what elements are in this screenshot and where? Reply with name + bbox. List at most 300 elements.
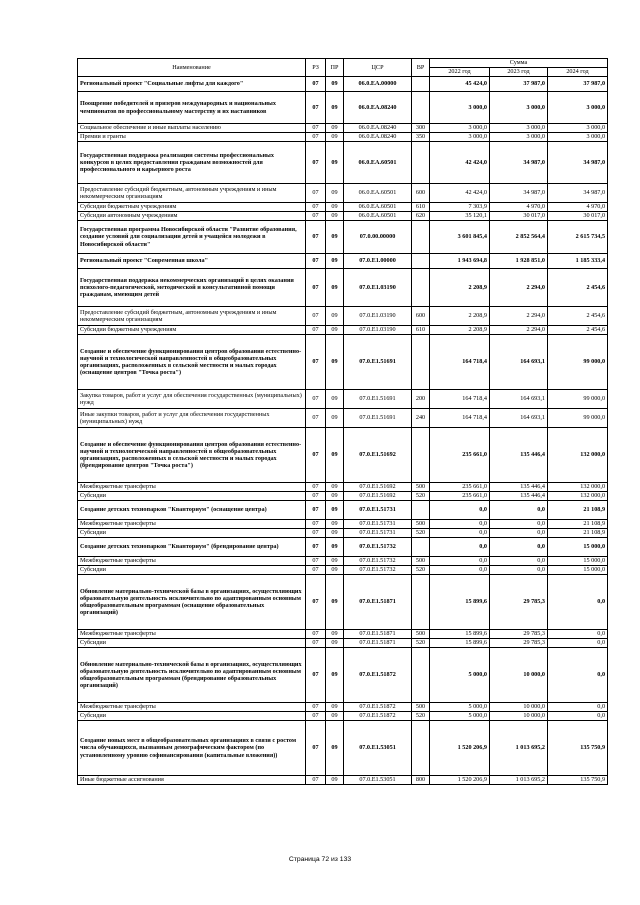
table-row (78, 326, 608, 335)
row-vr (412, 77, 430, 92)
row-name: Создание и обеспечение функционирования центров образования естественно-научной и технологической направленностей в общеобразовательных организациях, расположенных в сельской местности и малых городах (оснащение центров "Точка роста") (78, 335, 306, 390)
row-amount-2023: 2 294,0 (490, 326, 548, 335)
row-name: Региональный проект "Современная школа" (78, 254, 306, 269)
row-name: Субсидии (78, 529, 306, 538)
row-vr (412, 721, 430, 776)
row-vr: 240 (412, 409, 430, 428)
page-number: Страница 72 из 133 (288, 856, 352, 863)
row-amount-2024: 21 108,9 (548, 501, 608, 520)
row-vr (412, 501, 430, 520)
row-amount-2024: 0,0 (548, 630, 608, 639)
row-vr: 200 (412, 390, 430, 409)
row-amount-2022: 5 000,0 (430, 648, 490, 703)
row-amount-2023: 164 693,1 (490, 335, 548, 390)
row-amount-2022: 42 424,0 (430, 184, 490, 203)
row-csr: 07.0.E1.51692 (344, 428, 412, 483)
row-amount-2023: 1 013 695,2 (490, 721, 548, 776)
header-year-2024: 2024 год (548, 68, 608, 77)
row-csr: 07.0.E1.51871 (344, 630, 412, 639)
row-name: Субсидии (78, 712, 306, 721)
row-amount-2023: 0,0 (490, 501, 548, 520)
row-csr: 07.0.E1.53051 (344, 776, 412, 785)
row-vr: 610 (412, 203, 430, 212)
row-amount-2022: 3 000,0 (430, 124, 490, 133)
row-amount-2022: 15 899,6 (430, 630, 490, 639)
row-amount-2023: 0,0 (490, 557, 548, 566)
row-pr: 09 (326, 409, 344, 428)
row-name: Предоставление субсидий бюджетным, автономным учреждениям и иным некоммерческим организациям (78, 307, 306, 326)
row-rz: 07 (306, 501, 326, 520)
row-amount-2023: 3 000,0 (490, 124, 548, 133)
table-row (78, 520, 608, 529)
row-vr: 500 (412, 483, 430, 492)
row-csr: 07.0.E1.51871 (344, 575, 412, 630)
row-amount-2022: 45 424,0 (430, 77, 490, 92)
table-row (78, 77, 608, 92)
row-rz: 07 (306, 529, 326, 538)
row-pr: 09 (326, 133, 344, 142)
row-amount-2024: 0,0 (548, 712, 608, 721)
row-amount-2022: 2 208,9 (430, 326, 490, 335)
row-rz: 07 (306, 538, 326, 557)
row-pr: 09 (326, 648, 344, 703)
row-amount-2023: 10 000,0 (490, 703, 548, 712)
row-csr: 07.0.E1.03190 (344, 326, 412, 335)
row-amount-2022: 0,0 (430, 557, 490, 566)
table-row (78, 630, 608, 639)
row-pr: 09 (326, 492, 344, 501)
table-row (78, 712, 608, 721)
row-pr: 09 (326, 212, 344, 221)
row-amount-2023: 0,0 (490, 566, 548, 575)
row-amount-2024: 135 750,9 (548, 776, 608, 785)
row-csr: 07.0.E1.51872 (344, 703, 412, 712)
row-pr: 09 (326, 92, 344, 124)
table-row (78, 212, 608, 221)
row-vr: 620 (412, 212, 430, 221)
row-amount-2022: 3 000,0 (430, 133, 490, 142)
row-pr: 09 (326, 184, 344, 203)
row-amount-2023: 2 294,0 (490, 269, 548, 307)
row-csr: 07.0.E1.00000 (344, 254, 412, 269)
row-rz: 07 (306, 712, 326, 721)
row-rz: 07 (306, 703, 326, 712)
row-amount-2024: 99 000,0 (548, 335, 608, 390)
row-amount-2024: 132 000,0 (548, 492, 608, 501)
row-pr: 09 (326, 538, 344, 557)
row-amount-2023: 10 000,0 (490, 712, 548, 721)
row-rz: 07 (306, 630, 326, 639)
row-rz: 07 (306, 776, 326, 785)
row-name: Межбюджетные трансферты (78, 520, 306, 529)
table-row (78, 501, 608, 520)
row-rz: 07 (306, 203, 326, 212)
row-amount-2023: 164 693,1 (490, 390, 548, 409)
row-rz: 07 (306, 428, 326, 483)
header-year-2023: 2023 год (490, 68, 548, 77)
row-name: Субсидии (78, 566, 306, 575)
row-pr: 09 (326, 203, 344, 212)
row-amount-2024: 0,0 (548, 575, 608, 630)
row-rz: 07 (306, 184, 326, 203)
row-name: Иные закупки товаров, работ и услуг для обеспечения государственных (муниципальных) нужд (78, 409, 306, 428)
row-pr: 09 (326, 221, 344, 254)
row-vr (412, 335, 430, 390)
row-vr: 600 (412, 184, 430, 203)
row-pr: 09 (326, 557, 344, 566)
row-rz: 07 (306, 77, 326, 92)
header-csr: ЦСР (344, 59, 412, 77)
row-amount-2022: 1 943 694,8 (430, 254, 490, 269)
row-amount-2024: 132 000,0 (548, 428, 608, 483)
header-rz: РЗ (306, 59, 326, 77)
row-name: Премии и гранты (78, 133, 306, 142)
row-name: Обновление материально-технической базы в организациях, осуществляющих образовательную деятельность исключительно по адаптированным основным общеобразовательным программам (оснащение образовательных организаций) (78, 575, 306, 630)
row-name: Создание и обеспечение функционирования центров образования естественно-научной и технологической направленностей в общеобразовательных организациях, расположенных в сельской местности и малых городах (брендирование центров "Точка роста") (78, 428, 306, 483)
row-amount-2023: 3 000,0 (490, 92, 548, 124)
row-vr: 610 (412, 326, 430, 335)
row-name: Региональный проект "Социальные лифты для каждого" (78, 77, 306, 92)
row-csr: 06.0.EA.60501 (344, 212, 412, 221)
row-rz: 07 (306, 520, 326, 529)
row-amount-2022: 15 899,6 (430, 575, 490, 630)
row-amount-2024: 15 000,0 (548, 538, 608, 557)
row-vr: 520 (412, 492, 430, 501)
table-row (78, 221, 608, 254)
table-row (78, 721, 608, 776)
row-rz: 07 (306, 483, 326, 492)
row-csr: 07.0.E1.51872 (344, 648, 412, 703)
row-amount-2022: 0,0 (430, 520, 490, 529)
row-vr: 500 (412, 520, 430, 529)
header-sum: Сумма (430, 59, 608, 68)
row-amount-2024: 3 000,0 (548, 124, 608, 133)
row-csr: 06.0.EA.00000 (344, 77, 412, 92)
table-row (78, 92, 608, 124)
row-vr (412, 428, 430, 483)
row-amount-2022: 164 718,4 (430, 390, 490, 409)
row-amount-2024: 21 108,9 (548, 520, 608, 529)
row-amount-2023: 34 987,0 (490, 142, 548, 184)
row-pr: 09 (326, 254, 344, 269)
row-vr: 500 (412, 557, 430, 566)
row-amount-2022: 235 661,0 (430, 492, 490, 501)
row-vr (412, 142, 430, 184)
row-pr: 09 (326, 529, 344, 538)
row-pr: 09 (326, 124, 344, 133)
row-amount-2022: 1 520 206,9 (430, 721, 490, 776)
budget-table (77, 58, 608, 785)
row-name: Субсидии автономным учреждениям (78, 212, 306, 221)
row-vr (412, 575, 430, 630)
row-pr: 09 (326, 566, 344, 575)
row-name: Закупка товаров, работ и услуг для обеспечения государственных (муниципальных) нужд (78, 390, 306, 409)
row-rz: 07 (306, 566, 326, 575)
row-amount-2024: 15 000,0 (548, 566, 608, 575)
row-name: Государственная поддержка реализации системы профессиональных конкурсов в целях предоставления гражданам возможностей для профессионального и карьерного роста (78, 142, 306, 184)
row-amount-2023: 37 987,0 (490, 77, 548, 92)
row-vr: 520 (412, 639, 430, 648)
table-row (78, 492, 608, 501)
row-vr: 520 (412, 566, 430, 575)
row-amount-2022: 35 120,1 (430, 212, 490, 221)
row-amount-2022: 15 899,6 (430, 639, 490, 648)
table-row (78, 776, 608, 785)
row-amount-2023: 10 000,0 (490, 648, 548, 703)
row-pr: 09 (326, 326, 344, 335)
row-rz: 07 (306, 92, 326, 124)
header-year-2022: 2022 год (430, 68, 490, 77)
row-amount-2022: 1 520 206,9 (430, 776, 490, 785)
row-rz: 07 (306, 307, 326, 326)
row-rz: 07 (306, 269, 326, 307)
table-row (78, 203, 608, 212)
table-body (78, 77, 608, 785)
row-pr: 09 (326, 501, 344, 520)
row-amount-2023: 30 017,0 (490, 212, 548, 221)
header-pr: ПР (326, 59, 344, 77)
table-row (78, 409, 608, 428)
table-row (78, 529, 608, 538)
row-pr: 09 (326, 520, 344, 529)
row-name: Субсидии (78, 492, 306, 501)
row-amount-2023: 0,0 (490, 538, 548, 557)
row-name: Создание детских технопарков "Кванториум" (оснащение центра) (78, 501, 306, 520)
table-row (78, 557, 608, 566)
row-csr: 07.0.E1.51732 (344, 538, 412, 557)
row-pr: 09 (326, 483, 344, 492)
row-name: Социальное обеспечение и иные выплаты населению (78, 124, 306, 133)
row-pr: 09 (326, 712, 344, 721)
row-rz: 07 (306, 212, 326, 221)
row-csr: 07.0.E1.53051 (344, 721, 412, 776)
row-amount-2022: 5 000,0 (430, 703, 490, 712)
row-amount-2024: 99 000,0 (548, 409, 608, 428)
row-amount-2023: 2 294,0 (490, 307, 548, 326)
table-row (78, 639, 608, 648)
row-amount-2022: 5 000,0 (430, 712, 490, 721)
header-vr: ВР (412, 59, 430, 77)
table-row (78, 142, 608, 184)
table-row (78, 133, 608, 142)
row-rz: 07 (306, 221, 326, 254)
row-name: Предоставление субсидий бюджетным, автономным учреждениям и иным некоммерческим организациям (78, 184, 306, 203)
row-amount-2024: 34 987,0 (548, 184, 608, 203)
row-amount-2023: 3 000,0 (490, 133, 548, 142)
row-csr: 06.0.EA.08240 (344, 92, 412, 124)
row-amount-2024: 3 000,0 (548, 133, 608, 142)
row-amount-2024: 37 987,0 (548, 77, 608, 92)
row-csr: 07.0.E1.51691 (344, 409, 412, 428)
row-pr: 09 (326, 77, 344, 92)
row-rz: 07 (306, 124, 326, 133)
row-vr: 520 (412, 529, 430, 538)
table-row (78, 184, 608, 203)
row-amount-2024: 1 185 333,4 (548, 254, 608, 269)
row-amount-2023: 135 446,4 (490, 483, 548, 492)
row-csr: 07.0.E1.51692 (344, 483, 412, 492)
table-row (78, 566, 608, 575)
row-amount-2022: 42 424,0 (430, 142, 490, 184)
row-amount-2022: 2 208,9 (430, 269, 490, 307)
row-pr: 09 (326, 428, 344, 483)
row-name: Межбюджетные трансферты (78, 557, 306, 566)
row-csr: 07.0.E1.51731 (344, 529, 412, 538)
budget-document (77, 58, 607, 785)
row-amount-2022: 0,0 (430, 501, 490, 520)
row-pr: 09 (326, 142, 344, 184)
row-name: Субсидии бюджетным учреждениям (78, 326, 306, 335)
row-rz: 07 (306, 575, 326, 630)
row-rz: 07 (306, 648, 326, 703)
row-amount-2022: 235 661,0 (430, 483, 490, 492)
row-rz: 07 (306, 409, 326, 428)
row-amount-2023: 29 785,3 (490, 575, 548, 630)
row-name: Государственная программа Новосибирской области "Развитие образования, создание условий для социализации детей и учащейся молодежи в Новосибирской области" (78, 221, 306, 254)
row-csr: 07.0.00.00000 (344, 221, 412, 254)
row-csr: 06.0.EA.60501 (344, 203, 412, 212)
row-name: Межбюджетные трансферты (78, 483, 306, 492)
row-rz: 07 (306, 639, 326, 648)
row-amount-2022: 3 601 845,4 (430, 221, 490, 254)
row-amount-2023: 1 928 851,0 (490, 254, 548, 269)
row-vr: 300 (412, 124, 430, 133)
table-row (78, 538, 608, 557)
row-amount-2024: 0,0 (548, 703, 608, 712)
row-pr: 09 (326, 776, 344, 785)
row-vr (412, 269, 430, 307)
row-amount-2024: 21 108,9 (548, 529, 608, 538)
row-csr: 07.0.E1.51732 (344, 566, 412, 575)
row-csr: 06.0.EA.08240 (344, 124, 412, 133)
row-amount-2023: 29 785,3 (490, 630, 548, 639)
row-csr: 06.0.EA.60501 (344, 184, 412, 203)
row-amount-2024: 135 750,9 (548, 721, 608, 776)
row-rz: 07 (306, 142, 326, 184)
row-pr: 09 (326, 721, 344, 776)
row-pr: 09 (326, 630, 344, 639)
row-rz: 07 (306, 254, 326, 269)
row-name: Межбюджетные трансферты (78, 630, 306, 639)
row-amount-2024: 2 454,6 (548, 269, 608, 307)
row-vr: 500 (412, 703, 430, 712)
row-csr: 06.0.EA.08240 (344, 133, 412, 142)
table-row (78, 254, 608, 269)
row-name: Иные бюджетные ассигнования (78, 776, 306, 785)
row-amount-2023: 0,0 (490, 520, 548, 529)
row-csr: 07.0.E1.51731 (344, 520, 412, 529)
row-vr: 350 (412, 133, 430, 142)
row-name: Поощрение победителей и призеров международных и национальных чемпионатов по профессиональному мастерству и их наставников (78, 92, 306, 124)
row-name: Обновление материально-технической базы в организациях, осуществляющих образовательную деятельность исключительно по адаптированным основным общеобразовательным программам (брендирование образовательных организаций) (78, 648, 306, 703)
row-amount-2023: 0,0 (490, 529, 548, 538)
row-amount-2024: 34 987,0 (548, 142, 608, 184)
row-csr: 07.0.E1.03190 (344, 269, 412, 307)
row-csr: 07.0.E1.51731 (344, 501, 412, 520)
row-csr: 07.0.E1.51691 (344, 390, 412, 409)
row-name: Государственная поддержка некоммерческих организаций в целях оказания психолого-педагогической, методической и консультативной помощи гражданам, имеющим детей (78, 269, 306, 307)
table-row (78, 575, 608, 630)
row-vr (412, 92, 430, 124)
row-amount-2023: 164 693,1 (490, 409, 548, 428)
row-amount-2023: 135 446,4 (490, 492, 548, 501)
row-csr: 07.0.E1.51872 (344, 712, 412, 721)
row-amount-2024: 15 000,0 (548, 557, 608, 566)
row-name: Межбюджетные трансферты (78, 703, 306, 712)
row-rz: 07 (306, 492, 326, 501)
row-pr: 09 (326, 703, 344, 712)
row-amount-2024: 0,0 (548, 639, 608, 648)
row-csr: 07.0.E1.03190 (344, 307, 412, 326)
row-name: Создание детских технопарков "Кванториум" (брендирование центра) (78, 538, 306, 557)
row-csr: 07.0.E1.51732 (344, 557, 412, 566)
row-vr (412, 648, 430, 703)
row-vr (412, 254, 430, 269)
row-amount-2023: 135 446,4 (490, 428, 548, 483)
row-name: Создание новых мест в общеобразовательных организациях в связи с ростом числа обучающихся, вызванным демографическим фактором (по установленному уровню софинансирования (капитальные вложения)) (78, 721, 306, 776)
table-row (78, 124, 608, 133)
row-vr: 520 (412, 712, 430, 721)
row-amount-2022: 0,0 (430, 538, 490, 557)
row-name: Субсидии (78, 639, 306, 648)
row-name: Субсидии бюджетным учреждениям (78, 203, 306, 212)
row-csr: 07.0.E1.51692 (344, 492, 412, 501)
row-rz: 07 (306, 335, 326, 390)
table-row (78, 335, 608, 390)
row-vr (412, 538, 430, 557)
row-amount-2024: 0,0 (548, 648, 608, 703)
row-amount-2023: 34 987,0 (490, 184, 548, 203)
row-amount-2022: 7 303,9 (430, 203, 490, 212)
row-csr: 06.0.EA.60501 (344, 142, 412, 184)
row-pr: 09 (326, 390, 344, 409)
table-row (78, 483, 608, 492)
row-pr: 09 (326, 639, 344, 648)
table-row (78, 428, 608, 483)
row-rz: 07 (306, 557, 326, 566)
table-row (78, 703, 608, 712)
row-amount-2023: 2 852 564,4 (490, 221, 548, 254)
table-row (78, 390, 608, 409)
row-amount-2023: 1 013 695,2 (490, 776, 548, 785)
row-amount-2024: 2 615 734,5 (548, 221, 608, 254)
row-amount-2022: 164 718,4 (430, 409, 490, 428)
row-vr (412, 221, 430, 254)
row-vr: 500 (412, 630, 430, 639)
row-rz: 07 (306, 326, 326, 335)
row-rz: 07 (306, 390, 326, 409)
row-amount-2024: 99 000,0 (548, 390, 608, 409)
row-csr: 07.0.E1.51871 (344, 639, 412, 648)
row-rz: 07 (306, 133, 326, 142)
row-amount-2023: 4 970,0 (490, 203, 548, 212)
row-amount-2024: 3 000,0 (548, 92, 608, 124)
row-amount-2022: 0,0 (430, 529, 490, 538)
row-amount-2024: 4 970,0 (548, 203, 608, 212)
row-vr: 600 (412, 307, 430, 326)
row-vr: 800 (412, 776, 430, 785)
row-amount-2022: 3 000,0 (430, 92, 490, 124)
row-amount-2024: 132 000,0 (548, 483, 608, 492)
row-amount-2022: 235 661,0 (430, 428, 490, 483)
row-pr: 09 (326, 307, 344, 326)
row-pr: 09 (326, 269, 344, 307)
row-amount-2022: 164 718,4 (430, 335, 490, 390)
row-pr: 09 (326, 335, 344, 390)
row-amount-2023: 29 785,3 (490, 639, 548, 648)
row-pr: 09 (326, 575, 344, 630)
table-row (78, 648, 608, 703)
